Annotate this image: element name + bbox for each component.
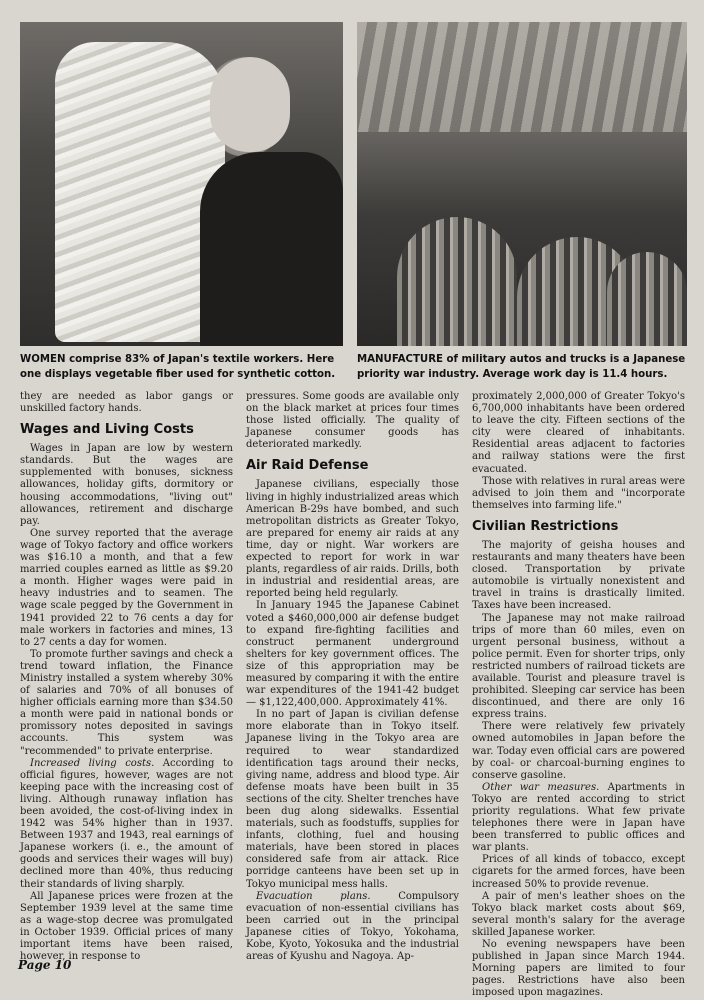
paragraph — [20, 758, 233, 891]
paragraph: Prices of all kinds of tobacco, except cigarets for the armed forces, have been increased 50% to provide revenue. — [472, 854, 685, 890]
machine-part — [607, 252, 687, 346]
paragraph: In January 1945 the Japanese Cabinet voted a $460,000,000 air defense budget to expand fire-fighting facilities and construct permanent underground shelters for key government offices. The size of this appropriation may be measured by comparing it with the entire war expenditures of the 1941-42 budget — $1,122,400,000. Approximately 41%. — [246, 600, 459, 709]
paragraph: In no part of Japan is civilian defense more elaborate than in Tokyo itself. Japanese living in the Tokyo area are required to wear standardized identification tags around their necks, giving name, address and blood type. Air defense moats have been built in 35 sections of the city. Shelter trenches have been dug along sidewalks. Essential materials, such as foodstuffs, supplies for infants, clothing, fuel and housing materials, have been stored in places considered safe from air attack. Rice porridge canteens have been set up in Tokyo municipal mess halls. — [246, 709, 459, 890]
paragraph: There were relatively few privately owned automobiles in Japan before the war. Today even official cars are powered by coal- or charcoal-burning engines to conserve gasoline. — [472, 721, 685, 781]
section-heading-air-raid: Air Raid Defense — [246, 458, 369, 474]
paragraph-text: Compulsory evacuation of non-essential civilians has been carried out in the principal Japanese cities of Tokyo, Yokohama, Kobe, Kyoto, Yokosuka and the industrial areas of Kyushu and Nagoya. Ap- — [246, 890, 459, 963]
caption-text: of military autos and trucks is a Japanese priority war industry. Average work day is 11.4 hours. — [357, 354, 686, 380]
worker-face — [210, 57, 290, 152]
paragraph-text: Apartments in Tokyo are rented according to strict priority regulations. What few private telephones there were in Japan have been transferred to public offices and war plants. — [472, 781, 685, 854]
photo-caption-right — [357, 352, 687, 382]
paragraph: proximately 2,000,000 of Greater Tokyo's 6,700,000 inhabitants have been ordered to leave the city. Fifteen sections of the city were cleared of inhabitants. Residential areas adjacent to factories and railway stations were the first evacuated. — [472, 391, 685, 475]
section-heading-restrictions: Civilian Restrictions — [472, 518, 619, 534]
text-column-1 — [20, 391, 233, 963]
factory-roof — [357, 22, 687, 132]
machine-part — [397, 217, 517, 346]
paragraph: Japanese civilians, especially those living in highly industrialized areas which American B-29s have bombed, and such metropolitan districts as Greater Tokyo, are prepared for enemy air raids at any time, day or night. War workers are expected to report for work in war plants, regardless of air raids. Drills, both in industrial and residential areas, are reported being held regularly. — [246, 479, 459, 600]
text-column-2 — [246, 391, 459, 963]
paragraph: All Japanese prices were frozen at the September 1939 level at the same time as a wage-stop decree was promulgated in October 1939. Official prices of many important items have been raised, however, in response to — [20, 890, 233, 963]
caption-lead: WOMEN — [20, 354, 66, 365]
paragraph — [472, 782, 685, 855]
caption-lead: MANUFACTURE — [357, 354, 443, 365]
page-number: Page 10 — [18, 958, 72, 972]
run-in-heading: Other war measures. — [482, 781, 600, 793]
caption-text: comprise 83% of Japan's textile workers. Here one displays vegetable fiber used for synthetic cotton. — [20, 354, 336, 380]
paragraph: One survey reported that the average wage of Tokyo factory and office workers was $16.10 a month, and that a few married couples earned as little as $9.20 a month. Higher wages were paid in heavy industries and to seamen. The wage scale pegged by the Government in 1941 provided 22 to 76 cents a day for male workers in factories and mines, 13 to 27 cents a day for women. — [20, 527, 233, 648]
paragraph: The majority of geisha houses and restaurants and many theaters have been closed. Transportation by private automobile is virtually nonexistent and travel in trains is drastically limited. Taxes have been increased. — [472, 539, 685, 612]
paragraph: No evening newspapers have been published in Japan since March 1944. Morning papers are limited to four pages. Restrictions have also been imposed upon magazines. — [472, 939, 685, 999]
paragraph: they are needed as labor gangs or unskilled factory hands. — [20, 391, 233, 415]
photo-textile-worker — [20, 22, 343, 346]
photo-caption-left — [20, 352, 345, 382]
worker-figure — [200, 152, 343, 346]
run-in-heading: Increased living costs. — [30, 757, 155, 769]
paragraph: A pair of men's leather shoes on the Tokyo black market costs about $69, several month's salary for the average skilled Japanese worker. — [472, 890, 685, 938]
photo-auto-factory — [357, 22, 687, 346]
section-heading-wages: Wages and Living Costs — [20, 422, 194, 438]
run-in-heading: Evacuation plans. — [256, 890, 371, 902]
paragraph: To promote further savings and check a trend toward inflation, the Finance Ministry installed a system whereby 30% of salaries and 70% of all bonuses of higher officials earning more than $34.50 a month were paid in national bonds or promissory notes deposited in savings accounts. This system was "recommended" to private enterprise. — [20, 648, 233, 757]
paragraph: Those with relatives in rural areas were advised to join them and "incorporate themselves into farming life." — [472, 475, 685, 511]
paragraph: pressures. Some goods are available only on the black market at prices four times those listed officially. The quality of Japanese consumer goods has deteriorated markedly. — [246, 391, 459, 451]
paragraph-text: According to official figures, however, wages are not keeping pace with the increasing cost of living. Although runaway inflation has been avoided, the cost-of-living index in 1942 was 54% higher than in 1937. Between 1937 and 1943, real earnings of Japanese workers (i. e., the amount of goods and services their wages will buy) declined more than 40%, thus reducing their standards of living sharply. — [20, 757, 233, 890]
paragraph: The Japanese may not make railroad trips of more than 60 miles, even on urgent personal business, without a police permit. Even for shorter trips, only restricted numbers of railroad tickets are available. Tourist and pleasure travel is prohibited. Sleeping car service has been discontinued, and there are only 16 express trains. — [472, 612, 685, 721]
paragraph: Wages in Japan are low by western standards. But the wages are supplemented with bonuses, sickness allowances, holiday gifts, dormitory or housing accommodations, "living out" allowances, retirement and discharge pay. — [20, 443, 233, 527]
paragraph — [246, 891, 459, 964]
text-column-3 — [472, 391, 685, 1000]
